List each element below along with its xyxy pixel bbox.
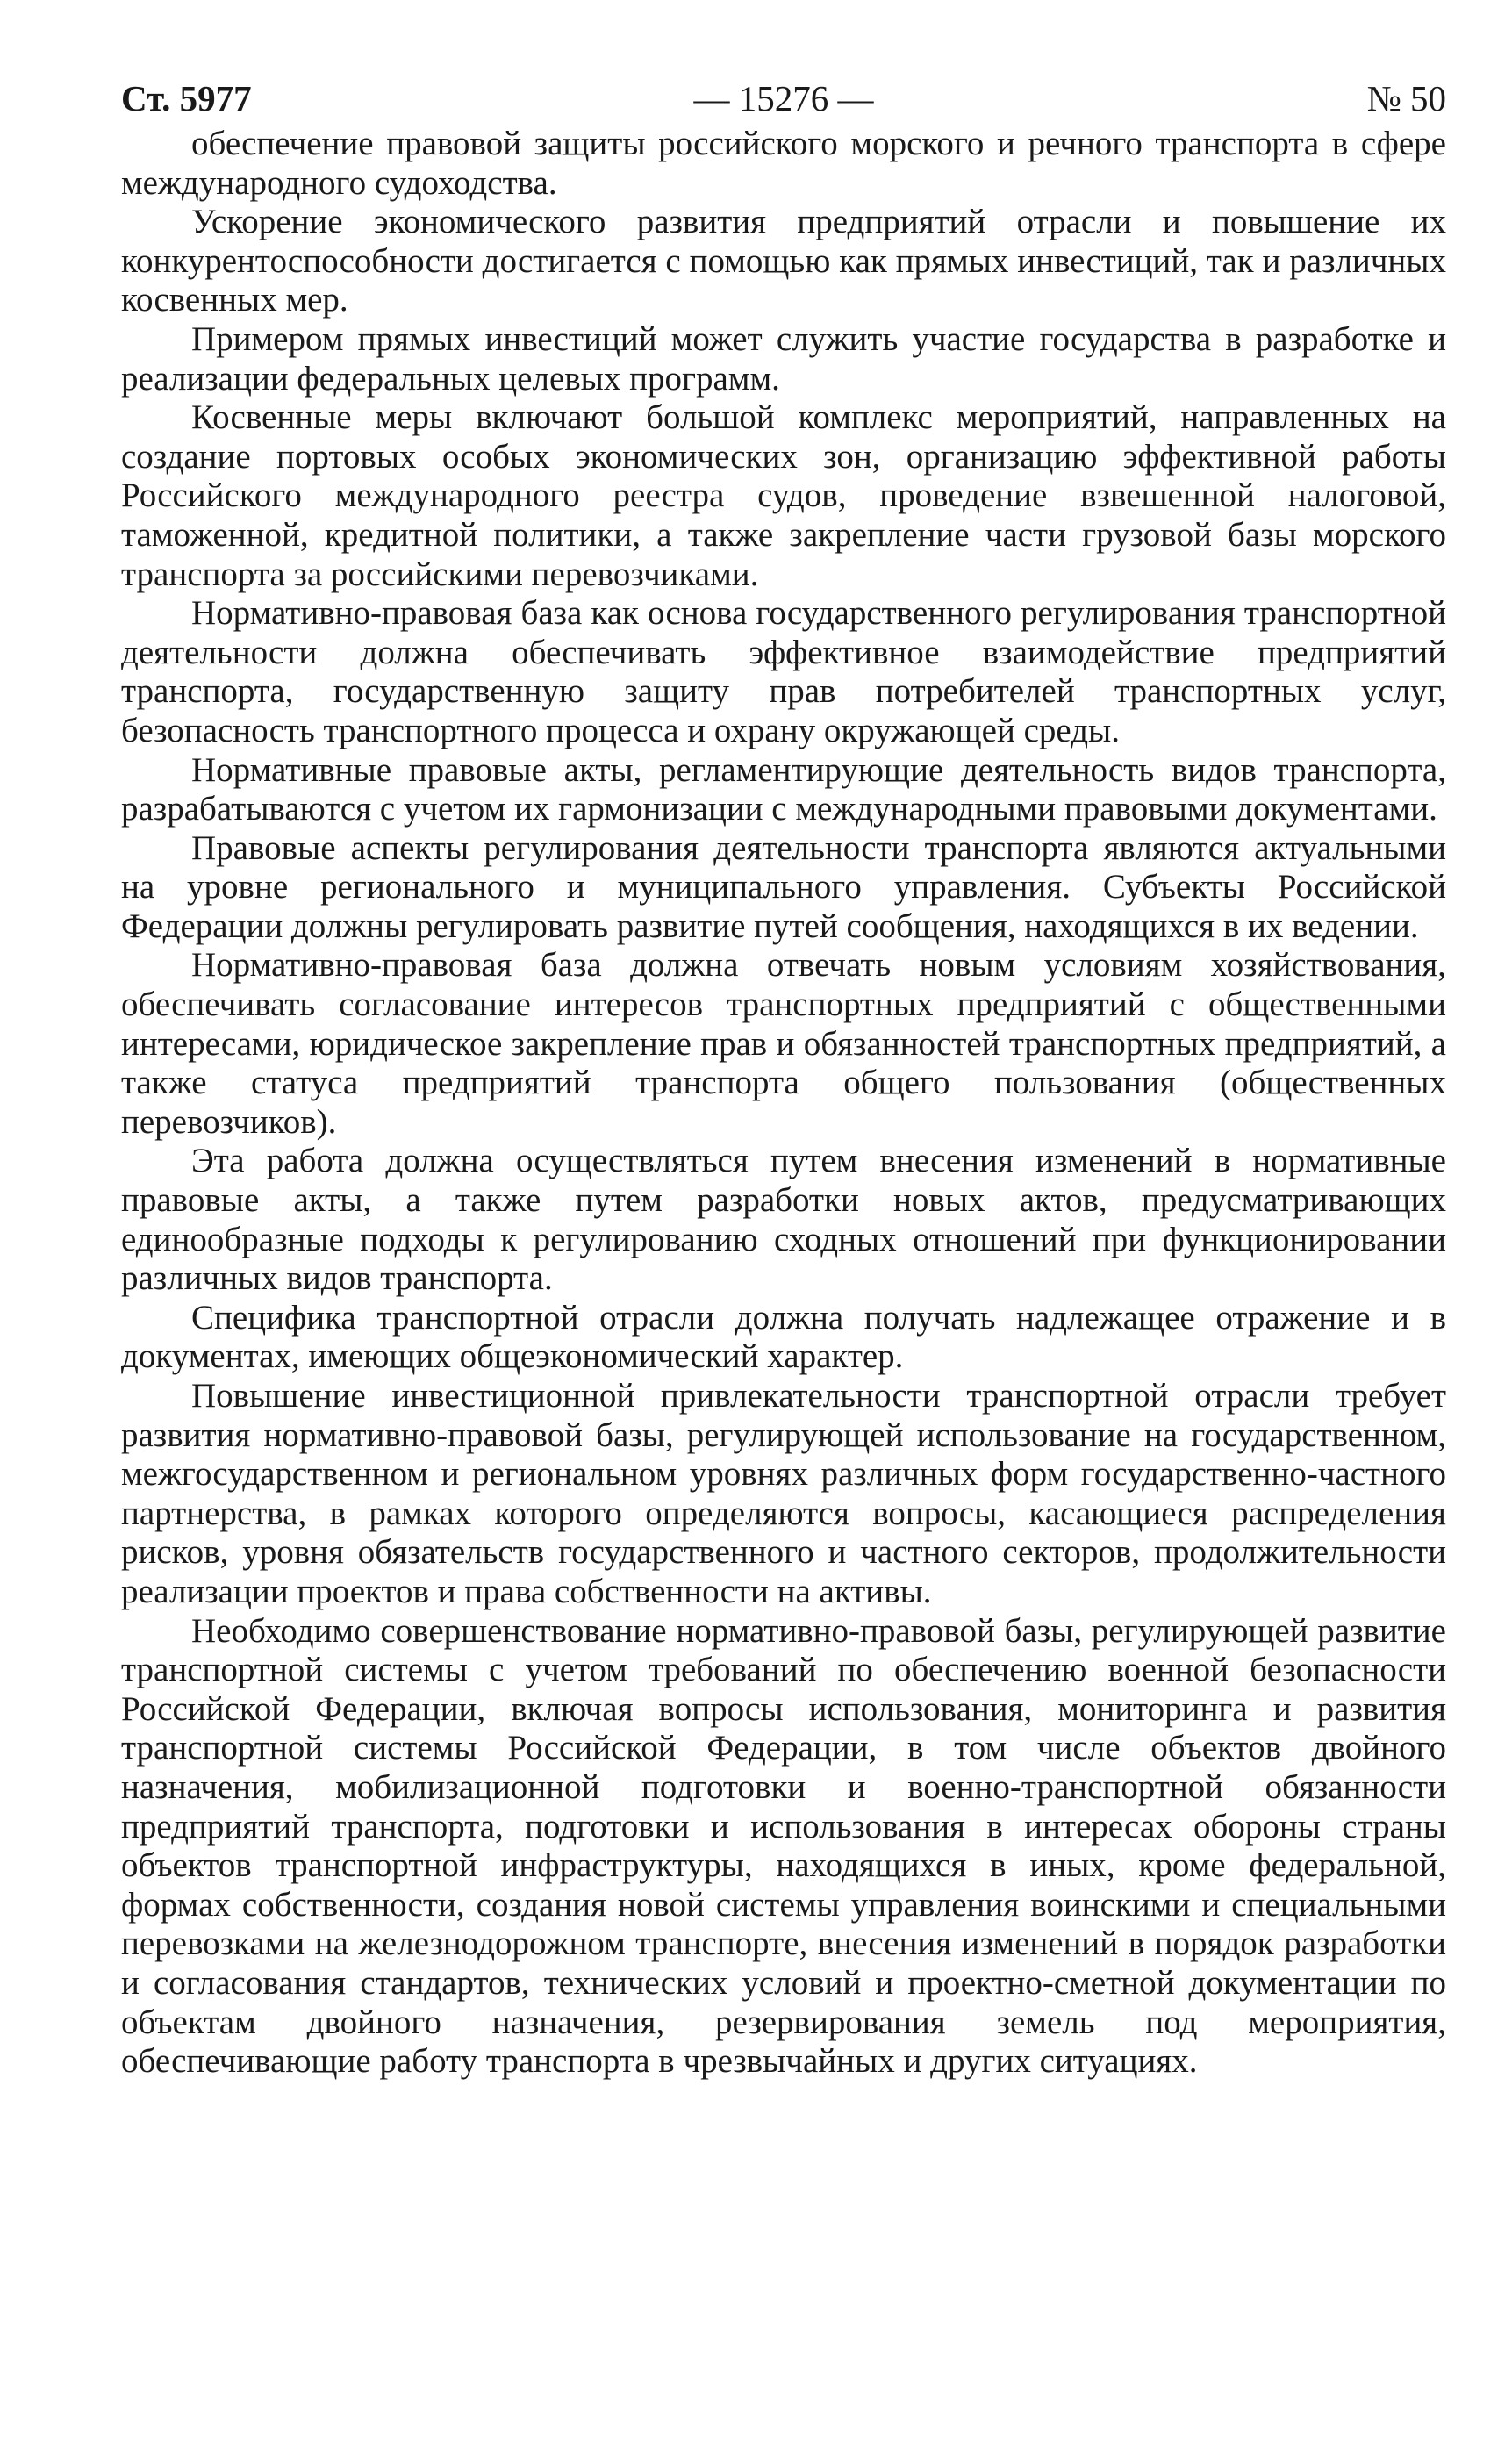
page-number: — 15276 —: [693, 78, 874, 118]
page-header: [121, 72, 1446, 125]
paragraph: Косвенные меры включают большой комплекс мероприятий, направленных на создание портовых особых экономических зон, организацию эффективной работы Российского международного реестра судов, проведение взвешенной налоговой, таможенной, кредитной политики, а также закрепление части грузовой базы морского транспорта за российскими перевозчиками.: [121, 398, 1446, 593]
paragraph: обеспечение правовой защиты российского морского и речного транспорта в сфере международного судоходства.: [121, 125, 1446, 202]
paragraph: Специфика транспортной отрасли должна получать надлежащее отражение и в документах, имеющих общеэкономический характер.: [121, 1298, 1446, 1376]
paragraph: Нормативно-правовая база должна отвечать новым условиям хозяйствования, обеспечивать согласование интересов транспортных предприятий с общественными интересами, юридическое закрепление прав и обязанностей транспортных предприятий, а также статуса предприятий транспорта общего пользования (общественных перевозчиков).: [121, 946, 1446, 1141]
issue-number: № 50: [1366, 78, 1446, 118]
paragraph: Необходимо совершенствование нормативно-правовой базы, регулирующей развитие транспортной системы с учетом требований по обеспечению военной безопасности Российской Федерации, включая вопросы использования, мониторинга и развития транспортной системы Российской Федерации, в том числе объектов двойного назначения, мобилизационной подготовки и военно-транспортной обязанности предприятий транспорта, подготовки и использования в интересах обороны страны объектов транспортной инфраструктуры, находящихся в иных, кроме федеральной, формах собственности, создания новой системы управления воинскими и специальными перевозками на железнодорожном транспорте, внесения изменений в порядок разработки и согласования стандартов, технических условий и проектно-сметной документации по объектам двойного назначения, резервирования земель под мероприятия, обеспечивающие работу транспорта в чрезвычайных и других ситуациях.: [121, 1611, 1446, 2081]
paragraph: Примером прямых инвестиций может служить участие государства в разработке и реализации федеральных целевых программ.: [121, 319, 1446, 398]
article-number: Ст. 5977: [121, 78, 252, 118]
paragraph: Ускорение экономического развития предприятий отрасли и повышение их конкурентоспособности достигается с помощью как прямых инвестиций, так и различных косвенных мер.: [121, 203, 1446, 319]
paragraph: Повышение инвестиционной привлекательности транспортной отрасли требует развития нормативно-правовой базы, регулирующей использование на государственном, межгосударственном и региональном уровнях различных форм государственно-частного партнерства, в рамках которого определяются вопросы, касающиеся распределения рисков, уровня обязательств государственного и частного секторов, продолжительности реализации проектов и права собственности на активы.: [121, 1377, 1446, 1610]
document-body: [121, 125, 1446, 2082]
paragraph: Эта работа должна осуществляться путем внесения изменений в нормативные правовые акты, а также путем разработки новых актов, предусматривающих единообразные подходы к регулированию сходных отношений при функционировании различных видов транспорта.: [121, 1142, 1446, 1298]
paragraph: Правовые аспекты регулирования деятельности транспорта являются актуальными на уровне регионального и муниципального управления. Субъекты Российской Федерации должны регулировать развитие путей сообщения, находящихся в их ведении.: [121, 828, 1446, 945]
document-page: [121, 72, 1446, 2082]
paragraph: Нормативно-правовая база как основа государственного регулирования транспортной деятельности должна обеспечивать эффективное взаимодействие предприятий транспорта, государственную защиту прав потребителей транспортных услуг, безопасность транспортного процесса и охрану окружающей среды.: [121, 594, 1446, 749]
paragraph: Нормативные правовые акты, регламентирующие деятельность видов транспорта, разрабатываются с учетом их гармонизации с международными правовыми документами.: [121, 750, 1446, 828]
